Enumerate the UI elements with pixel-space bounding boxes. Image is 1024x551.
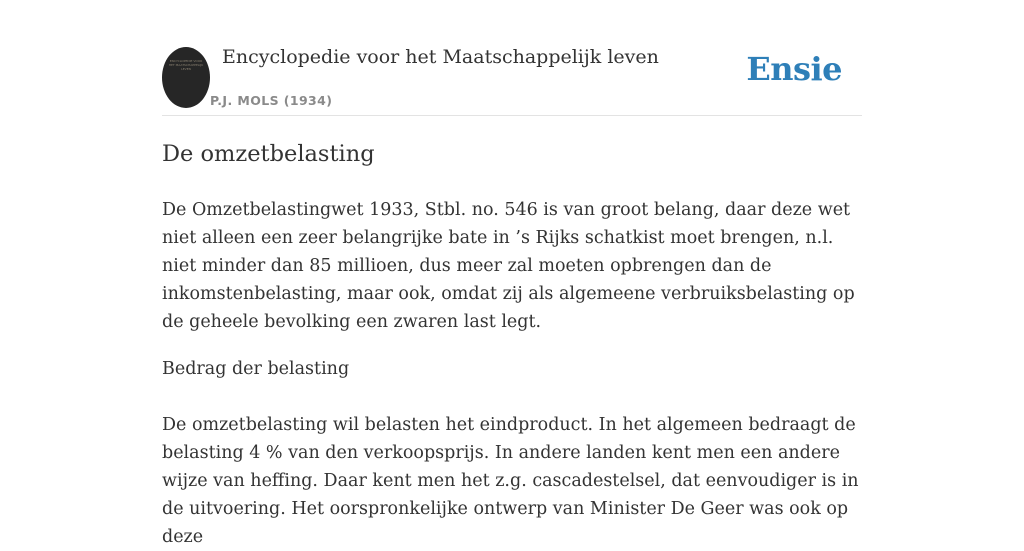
page-header [162, 46, 862, 116]
ensie-logo[interactable]: Ensie [746, 50, 842, 88]
article [162, 138, 862, 551]
article-title: De omzetbelasting [162, 141, 375, 167]
book-cover-image[interactable] [162, 47, 210, 108]
book-author[interactable]: P.J. MOLS (1934) [210, 93, 333, 108]
article-paragraph: De omzetbelasting wil belasten het eindproduct. In het algemeen bedraagt de belasting 4 % van den verkoopsprijs. In andere landen kent men een andere wijze van heffing. Daar kent men het z.g. cascadestelsel, dat eenvoudiger is in de uitvoering. Het oorspronkelijke ontwerp van Minister De Geer was ook op deze [162, 415, 859, 547]
section-heading: Bedrag der belasting [162, 359, 350, 379]
article-paragraph: De Omzetbelastingwet 1933, Stbl. no. 546 is van groot belang, daar deze wet niet alleen een zeer belangrijke bate in ’s Rijks schatkist moet brengen, n.l. niet minder dan 85 millioen, dus meer zal moeten opbrengen dan de inkomstenbelasting, maar ook, omdat zij als algemeene verbruiksbelasting op de geheele bevolking een zwaren last legt. [162, 200, 855, 332]
book-title[interactable]: Encyclopedie voor het Maatschappelijk leven [222, 46, 659, 68]
cover-title-text: ENCYCLOPEDIE VOOR HET MAATSCHAPPELIJK LEVEN [168, 59, 204, 71]
